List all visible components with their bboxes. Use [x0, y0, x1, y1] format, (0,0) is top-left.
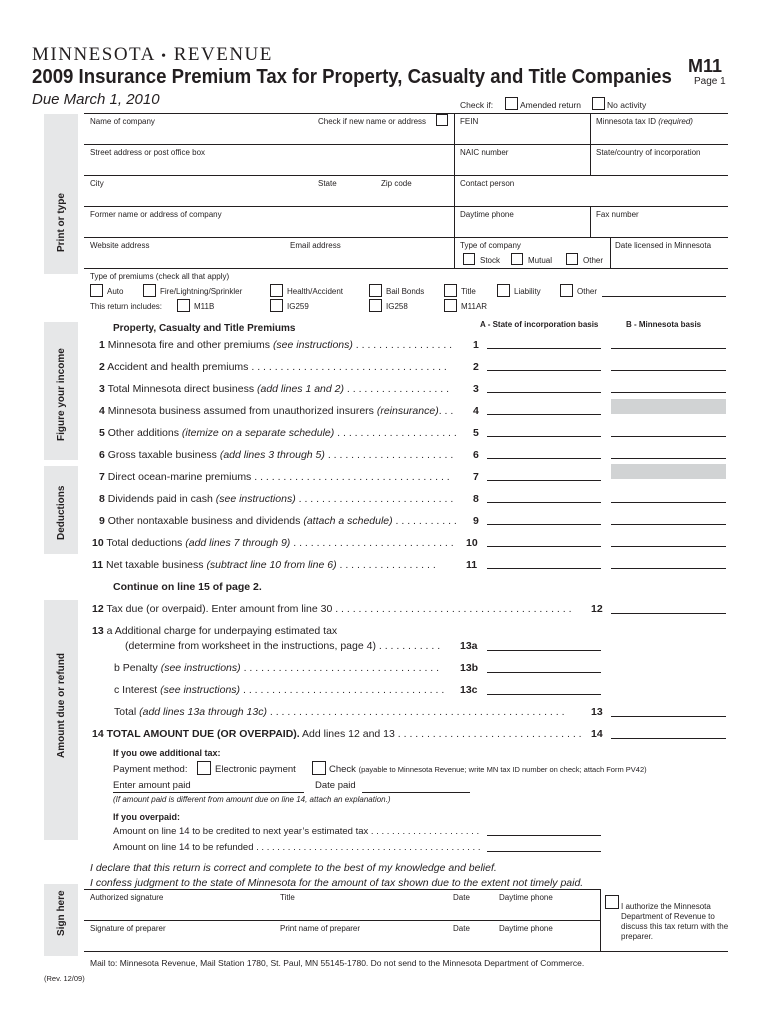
- authorize-preparer-checkbox[interactable]: [605, 895, 619, 909]
- bail-bonds-checkbox[interactable]: [369, 284, 382, 297]
- line-label: Other nontaxable business and dividends: [107, 515, 304, 527]
- line-13a-label: a Additional charge for underpaying estimated tax: [106, 625, 338, 637]
- line-label: Accident and health premiums: [107, 361, 252, 373]
- line-9-end-number: 9: [473, 515, 479, 527]
- return-includes-label: This return includes:: [90, 302, 163, 311]
- line-3-end-number: 3: [473, 383, 479, 395]
- line-13c-text: [114, 684, 444, 696]
- line-13-total-label: Total: [114, 706, 140, 718]
- line-13c-amount[interactable]: [487, 694, 601, 695]
- line-12-end: 12: [591, 603, 603, 615]
- line-italic-note: (attach a schedule): [303, 515, 393, 527]
- line-13-total-dots: . . . . . . . . . . . . . . . . . . . . . . . . . . . . . . . . . . . . . . . . . . . . . . . . . . .: [266, 706, 565, 718]
- auto-checkbox[interactable]: [90, 284, 103, 297]
- health-checkbox[interactable]: [270, 284, 283, 297]
- stock-checkbox[interactable]: [463, 253, 475, 265]
- line-11-column-b[interactable]: [611, 568, 726, 569]
- declaration-2: I confess judgment to the state of Minnesota for the amount of tax shown due to the extent not timely paid.: [90, 877, 584, 889]
- amount-paid-label: Enter amount paid: [113, 780, 191, 791]
- line-dots: . . . . . . . . . . . . . . . . .: [352, 339, 453, 351]
- mutual-checkbox[interactable]: [511, 253, 523, 265]
- line-12-text: [92, 603, 572, 615]
- line-italic-note: (add lines 7 through 9): [185, 537, 291, 549]
- line-13-total-text: [114, 706, 565, 718]
- amount-paid-line[interactable]: [113, 792, 304, 793]
- line-6-column-a[interactable]: [487, 458, 601, 459]
- line-label: Minnesota fire and other premiums: [107, 339, 273, 351]
- brand-name-2: REVENUE: [173, 44, 273, 65]
- due-date: Due March 1, 2010: [32, 91, 160, 108]
- side-label-deductions: Deductions: [56, 485, 67, 540]
- no-activity-label: No activity: [607, 100, 647, 110]
- line-6-text: [99, 449, 453, 461]
- naic-number-field[interactable]: NAIC number: [460, 148, 509, 157]
- electronic-payment-checkbox[interactable]: [197, 761, 211, 775]
- mn-tax-id-field[interactable]: [596, 117, 693, 126]
- m11b-label: M11B: [194, 302, 215, 311]
- line-number: 4: [99, 405, 105, 417]
- state-country-field[interactable]: State/country of incorporation: [596, 148, 701, 157]
- authorize-preparer-label: I authorize the Minnesota Department of Revenue to discuss this tax return with the preparer.: [621, 902, 729, 941]
- title-field[interactable]: Title: [280, 893, 295, 902]
- line-13-total-italic: (add lines 13a through 13c): [139, 706, 267, 718]
- line-3-column-b[interactable]: [611, 392, 726, 393]
- line-13b-text: [114, 662, 439, 674]
- line-14-amount[interactable]: [611, 738, 726, 739]
- grid-line: [84, 268, 728, 269]
- line-dots: . . . . . . . . . . . . . . . . . . . . . . . . . . . . . . . . . .: [251, 361, 447, 373]
- zip-code-field[interactable]: Zip code: [381, 179, 412, 188]
- line-dots: . . . . . . . . . . .: [392, 515, 457, 527]
- brand-name: MINNESOTA: [32, 44, 155, 65]
- shaded-cell-4b: [611, 399, 726, 414]
- line-6-column-b[interactable]: [611, 458, 726, 459]
- title-checkbox[interactable]: [444, 284, 457, 297]
- line-8-column-a[interactable]: [487, 502, 601, 503]
- line-label: Total deductions: [106, 537, 186, 549]
- check-payment-checkbox[interactable]: [312, 761, 326, 775]
- ig259-label: IG259: [287, 302, 309, 311]
- line-11-text: [92, 559, 436, 571]
- line-13c-italic: (see instructions): [160, 684, 241, 696]
- electronic-payment-label: Electronic payment: [215, 764, 296, 775]
- line-number: 11: [92, 559, 104, 571]
- contact-person-field[interactable]: Contact person: [460, 179, 515, 188]
- line-dots: . . . . . . . . . . . . . . . . . . . . . . . . . . . .: [290, 537, 454, 549]
- declaration-1: I declare that this return is correct and complete to the best of my knowledge and belief.: [90, 862, 497, 874]
- line-13b-italic: (see instructions): [160, 662, 241, 674]
- line-italic-note: (see instructions): [272, 339, 353, 351]
- line-13-number: 13: [92, 625, 104, 637]
- line-italic-note: (add lines 3 through 5): [219, 449, 325, 461]
- line-13c-dots: . . . . . . . . . . . . . . . . . . . . . . . . . . . . . . . . . . .: [240, 684, 445, 696]
- grid-line: [610, 237, 611, 268]
- date-paid-label: Date paid: [315, 780, 356, 791]
- amended-return-checkbox[interactable]: [505, 97, 518, 110]
- preparer-date-field[interactable]: Date: [453, 924, 470, 933]
- side-label-print: Print or type: [56, 193, 67, 252]
- line-10-column-b[interactable]: [611, 546, 726, 547]
- line-2-column-a[interactable]: [487, 370, 601, 371]
- line-10-text: [92, 537, 454, 549]
- line-2-text: [99, 361, 447, 373]
- line-number: 8: [99, 493, 105, 505]
- line-14-label: Add lines 12 and 13 . . . . . . . . . . . . . . . . . . . . . . . . . . . . . . . .: [299, 728, 582, 740]
- fire-checkbox[interactable]: [143, 284, 156, 297]
- line-dots: . . . . . . . . . . . . . . . . .: [336, 559, 436, 571]
- mn-tax-id-label: Minnesota tax ID: [596, 117, 657, 126]
- line-12-number: 12: [92, 603, 104, 615]
- m11ar-checkbox[interactable]: [444, 299, 457, 312]
- line-number: 5: [99, 427, 105, 439]
- overpaid-title: If you overpaid:: [113, 812, 181, 822]
- company-name-field[interactable]: Name of company: [90, 117, 155, 126]
- check-label: Check: [329, 764, 356, 775]
- payment-method-label: Payment method:: [113, 764, 188, 775]
- line-13a-text-2: [125, 640, 440, 652]
- m11ar-label: M11AR: [461, 302, 488, 311]
- health-label: Health/Accident: [287, 287, 344, 296]
- line-11-end-number: 11: [466, 559, 478, 571]
- website-field[interactable]: Website address: [90, 241, 150, 250]
- line-1-text: [99, 339, 452, 351]
- column-b-header: B - Minnesota basis: [626, 320, 702, 329]
- line-number: 7: [99, 471, 105, 483]
- street-address-field[interactable]: Street address or post office box: [90, 148, 206, 157]
- stock-label: Stock: [480, 256, 501, 265]
- line-9-column-b[interactable]: [611, 524, 726, 525]
- line-dots: . . . . . . . . . . . . . . . . . . . . .: [334, 427, 457, 439]
- line-number: 1: [99, 339, 105, 351]
- grid-line: [84, 920, 600, 921]
- mutual-label: Mutual: [528, 256, 553, 265]
- bail-bonds-label: Bail Bonds: [386, 287, 425, 296]
- line-4-end-number: 4: [473, 405, 479, 417]
- line-dots: . . .: [438, 405, 454, 417]
- line-13a-dots: . . . . . . . . . . .: [375, 640, 441, 652]
- former-name-field[interactable]: Former name or address of company: [90, 210, 222, 219]
- grid-line: [590, 113, 591, 175]
- line-7-column-a[interactable]: [487, 480, 601, 481]
- line-5-end-number: 5: [473, 427, 479, 439]
- line-label: Total Minnesota direct business: [107, 383, 257, 395]
- line-label: Minnesota business assumed from unauthorized insurers: [107, 405, 377, 417]
- check-note: (payable to Minnesota Revenue; write MN tax ID number on check; attach Form PV42): [358, 765, 647, 774]
- line-italic-note: (itemize on a separate schedule): [181, 427, 335, 439]
- form-id: M11: [688, 56, 723, 76]
- fire-label: Fire/Lightning/Sprinkler: [160, 287, 243, 296]
- daytime-phone-field[interactable]: Daytime phone: [460, 210, 514, 219]
- m11b-checkbox[interactable]: [177, 299, 190, 312]
- line-3-text: [99, 383, 449, 395]
- line-7-end-number: 7: [473, 471, 479, 483]
- credited-amount[interactable]: [487, 835, 601, 836]
- line-number: 9: [99, 515, 105, 527]
- line-label: Other additions: [107, 427, 182, 439]
- line-3-column-a[interactable]: [487, 392, 601, 393]
- line-10-column-a[interactable]: [487, 546, 601, 547]
- liability-checkbox[interactable]: [497, 284, 510, 297]
- line-dots: . . . . . . . . . . . . . . . . . . . . . . . . . . . . . . . . . .: [254, 471, 450, 483]
- line-4-text: [99, 405, 453, 417]
- line-13b-label: b Penalty: [114, 662, 161, 674]
- line-number: 2: [99, 361, 105, 373]
- side-label-income: Figure your income: [56, 348, 67, 441]
- premium-types-label: Type of premiums (check all that apply): [90, 272, 230, 281]
- line-13a-end: 13a: [460, 640, 478, 652]
- ig259-checkbox[interactable]: [270, 299, 283, 312]
- line-number: 6: [99, 449, 105, 461]
- line-5-text: [99, 427, 457, 439]
- line-14-text: [92, 728, 582, 740]
- line-1-column-a[interactable]: [487, 348, 601, 349]
- line-13b-amount[interactable]: [487, 672, 601, 673]
- other-premium-line: [602, 296, 726, 297]
- line-13a-text: [92, 625, 337, 637]
- other-company-checkbox[interactable]: [566, 253, 578, 265]
- line-13c-label: c Interest: [114, 684, 161, 696]
- line-13a-paren: (determine from worksheet in the instructions, page 4): [125, 640, 376, 652]
- line-label: Dividends paid in cash: [107, 493, 216, 505]
- line-8-column-b[interactable]: [611, 502, 726, 503]
- new-name-label: Check if new name or address: [318, 117, 427, 126]
- line-label: Gross taxable business: [107, 449, 220, 461]
- continue-note: Continue on line 15 of page 2.: [113, 581, 262, 593]
- side-label-sign: Sign here: [56, 890, 67, 936]
- auto-label: Auto: [107, 287, 124, 296]
- check-if-label: Check if:: [460, 100, 494, 110]
- line-13c-end: 13c: [460, 684, 478, 696]
- column-a-header: A - State of incorporation basis: [480, 320, 599, 329]
- line-number: 10: [92, 537, 104, 549]
- grid-line: [84, 113, 728, 114]
- revision-date: (Rev. 12/09): [44, 974, 85, 983]
- date-licensed-field[interactable]: Date licensed in Minnesota: [615, 241, 712, 250]
- preparer-phone-field[interactable]: Daytime phone: [499, 924, 553, 933]
- line-italic-note: (add lines 1 and 2): [257, 383, 344, 395]
- grid-line: [84, 175, 728, 176]
- side-label-amount: Amount due or refund: [56, 653, 67, 758]
- brand-dot: •: [161, 49, 168, 64]
- line-9-column-a[interactable]: [487, 524, 601, 525]
- required-note: (required): [658, 117, 693, 126]
- line-dots: . . . . . . . . . . . . . . . . . .: [343, 383, 450, 395]
- grid-line: [84, 206, 728, 207]
- form-title: 2009 Insurance Premium Tax for Property, Casualty and Title Companies: [32, 66, 672, 88]
- line-6-end-number: 6: [473, 449, 479, 461]
- authorized-signature-field[interactable]: Authorized signature: [90, 893, 164, 902]
- line-5-column-a[interactable]: [487, 436, 601, 437]
- line-12-amount[interactable]: [611, 613, 726, 614]
- ig258-checkbox[interactable]: [369, 299, 382, 312]
- line-italic-note: (subtract line 10 from line 6): [206, 559, 337, 571]
- email-field[interactable]: Email address: [290, 241, 341, 250]
- city-field[interactable]: City: [90, 179, 104, 188]
- other-company-label: Other: [583, 256, 604, 265]
- line-9-text: [99, 515, 457, 527]
- line-dots: . . . . . . . . . . . . . . . . . . . . . . . . . . .: [295, 493, 454, 505]
- line-14-end: 14: [591, 728, 603, 740]
- fax-number-field[interactable]: Fax number: [596, 210, 639, 219]
- line-8-end-number: 8: [473, 493, 479, 505]
- line-10-end-number: 10: [466, 537, 478, 549]
- line-7-text: [99, 471, 450, 483]
- line-12-label: Tax due (or overpaid). Enter amount from line 30 . . . . . . . . . . . . . . . . . . . . . . . . . . . . . . . . . . . . . . . . .: [106, 603, 572, 615]
- title-label: Title: [461, 287, 476, 296]
- other-premium-checkbox[interactable]: [560, 284, 573, 297]
- ig258-label: IG258: [386, 302, 408, 311]
- line-italic-note: (see instructions): [215, 493, 296, 505]
- preparer-name-field[interactable]: Print name of preparer: [280, 924, 361, 933]
- line-13a-amount[interactable]: [487, 650, 601, 651]
- line-dots: . . . . . . . . . . . . . . . . . . . . . .: [324, 449, 454, 461]
- line-5-column-b[interactable]: [611, 436, 726, 437]
- line-number: 3: [99, 383, 105, 395]
- line-1-column-b[interactable]: [611, 348, 726, 349]
- line-2-column-b[interactable]: [611, 370, 726, 371]
- section-title: Property, Casualty and Title Premiums: [113, 323, 296, 334]
- grid-line: [454, 113, 455, 268]
- line-8-text: [99, 493, 453, 505]
- brand-logo: [32, 44, 273, 66]
- daytime-phone-sign-field[interactable]: Daytime phone: [499, 893, 553, 902]
- grid-line: [84, 889, 600, 890]
- amount-paid-note: (If amount paid is different from amount due on line 14, attach an explanation.): [113, 795, 391, 804]
- line-4-column-a[interactable]: [487, 414, 601, 415]
- line-2-end-number: 2: [473, 361, 479, 373]
- preparer-signature-field[interactable]: Signature of preparer: [90, 924, 166, 933]
- line-13-total-amount[interactable]: [611, 716, 726, 717]
- line-1-end-number: 1: [473, 339, 479, 351]
- refunded-amount[interactable]: [487, 851, 601, 852]
- line-label: Direct ocean-marine premiums: [107, 471, 255, 483]
- amended-return-label: Amended return: [520, 100, 581, 110]
- grid-line: [590, 206, 591, 237]
- owe-title: If you owe additional tax:: [113, 748, 221, 758]
- grid-line: [84, 237, 728, 238]
- line-13-total-end: 13: [591, 706, 603, 718]
- other-premium-label: Other: [577, 287, 598, 296]
- state-field[interactable]: State: [318, 179, 337, 188]
- mail-to: Mail to: Minnesota Revenue, Mail Station 1780, St. Paul, MN 55145-1780. Do not send to the Minnesota Department of Commerce.: [90, 958, 585, 968]
- line-13b-dots: . . . . . . . . . . . . . . . . . . . . . . . . . . . . . . . . . .: [240, 662, 440, 674]
- liability-label: Liability: [514, 287, 541, 296]
- line-11-column-a[interactable]: [487, 568, 601, 569]
- grid-line: [84, 951, 728, 952]
- refunded-label: Amount on line 14 to be refunded . . . . . . . . . . . . . . . . . . . . . . . . . . . . . . . . . . . . . . . . . . .: [113, 842, 481, 853]
- line-label: Net taxable business: [106, 559, 207, 571]
- grid-line: [84, 144, 728, 145]
- date-paid-line[interactable]: [362, 792, 470, 793]
- check-payment-label: [329, 764, 647, 775]
- credited-label: Amount on line 14 to be credited to next year’s estimated tax . . . . . . . . . . . . . . . . . . . . .: [113, 826, 480, 837]
- fein-field[interactable]: FEIN: [460, 117, 479, 126]
- type-company-label: Type of company: [460, 241, 521, 250]
- shaded-cell-7b: [611, 464, 726, 479]
- date-field[interactable]: Date: [453, 893, 470, 902]
- grid-line: [600, 889, 601, 951]
- new-name-checkbox[interactable]: [436, 114, 448, 126]
- line-13b-end: 13b: [460, 662, 479, 674]
- page-number: Page 1: [694, 76, 726, 87]
- line-14-bold: TOTAL AMOUNT DUE (OR OVERPAID).: [106, 728, 300, 740]
- line-14-number: 14: [92, 728, 104, 740]
- no-activity-checkbox[interactable]: [592, 97, 605, 110]
- line-italic-note: (reinsurance): [376, 405, 439, 417]
